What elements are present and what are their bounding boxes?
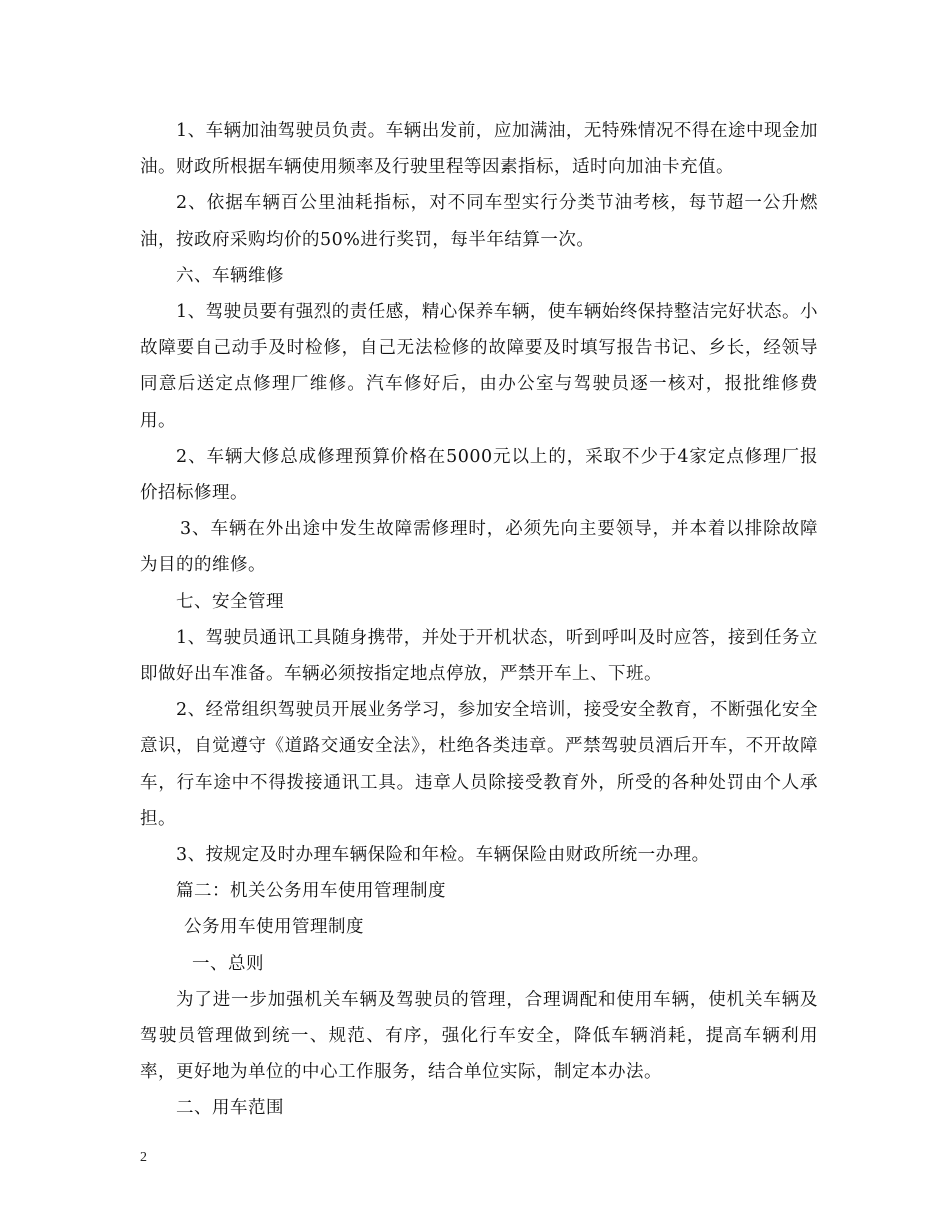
section-heading-repair: 六、车辆维修 <box>176 265 284 286</box>
section-heading-safety: 七、安全管理 <box>176 591 284 612</box>
page-number: 2 <box>140 1150 147 1165</box>
regulation-title: 公务用车使用管理制度 <box>184 917 364 938</box>
document-body <box>140 113 818 1127</box>
paragraph-maintenance: 1、驾驶员要有强烈的责任感，精心保养车辆，使车辆始终保持整洁完好状态。小故障要自己动手及时检修，自己无法检修的故障要及时填写报告书记、乡长，经领导同意后送定点修理厂维修。汽车修好后，由办公室与驾驶员逐一核对，报批维修费用。 <box>140 302 818 431</box>
paragraph-communication: 1、驾驶员通讯工具随身携带，并处于开机状态，听到呼叫及时应答，接到任务立即做好出车准备。车辆必须按指定地点停放，严禁开车上、下班。 <box>140 627 818 685</box>
paragraph-training: 2、经常组织驾驶员开展业务学习，参加安全培训，接受安全教育，不断强化安全意识，自觉遵守《道路交通安全法》，杜绝各类违章。严禁驾驶员酒后开车，不开故障车，行车途中不得拨接通讯工具。违章人员除接受教育外，所受的各种处罚由个人承担。 <box>140 700 818 829</box>
section-heading-general: 一、总则 <box>192 953 264 974</box>
paragraph-overhaul: 2、车辆大修总成修理预算价格在5000元以上的，采取不少于4家定点修理厂报价招标修理。 <box>140 446 818 504</box>
paragraph-breakdown: 3、车辆在外出途中发生故障需修理时，必须先向主要领导，并本着以排除故障为目的的维修。 <box>140 519 818 576</box>
paragraph-fueling: 1、车辆加油驾驶员负责。车辆出发前，应加满油，无特殊情况不得在途中现金加油。财政所根据车辆使用频率及行驶里程等因素指标，适时向加油卡充值。 <box>140 121 818 178</box>
part-two-title: 篇二：机关公务用车使用管理制度 <box>176 881 446 902</box>
paragraph-fuel-assessment: 2、依据车辆百公里油耗指标，对不同车型实行分类节油考核，每节超一公升燃油，按政府采购均价的50%进行奖罚，每半年结算一次。 <box>140 193 818 250</box>
section-heading-scope: 二、用车范围 <box>176 1098 284 1119</box>
paragraph-insurance: 3、按规定及时办理车辆保险和年检。车辆保险由财政所统一办理。 <box>176 845 710 866</box>
paragraph-purpose: 为了进一步加强机关车辆及驾驶员的管理，合理调配和使用车辆，使机关车辆及驾驶员管理做到统一、规范、有序，强化行车安全，降低车辆消耗，提高车辆利用率，更好地为单位的中心工作服务，结合单位实际，制定本办法。 <box>140 989 818 1083</box>
